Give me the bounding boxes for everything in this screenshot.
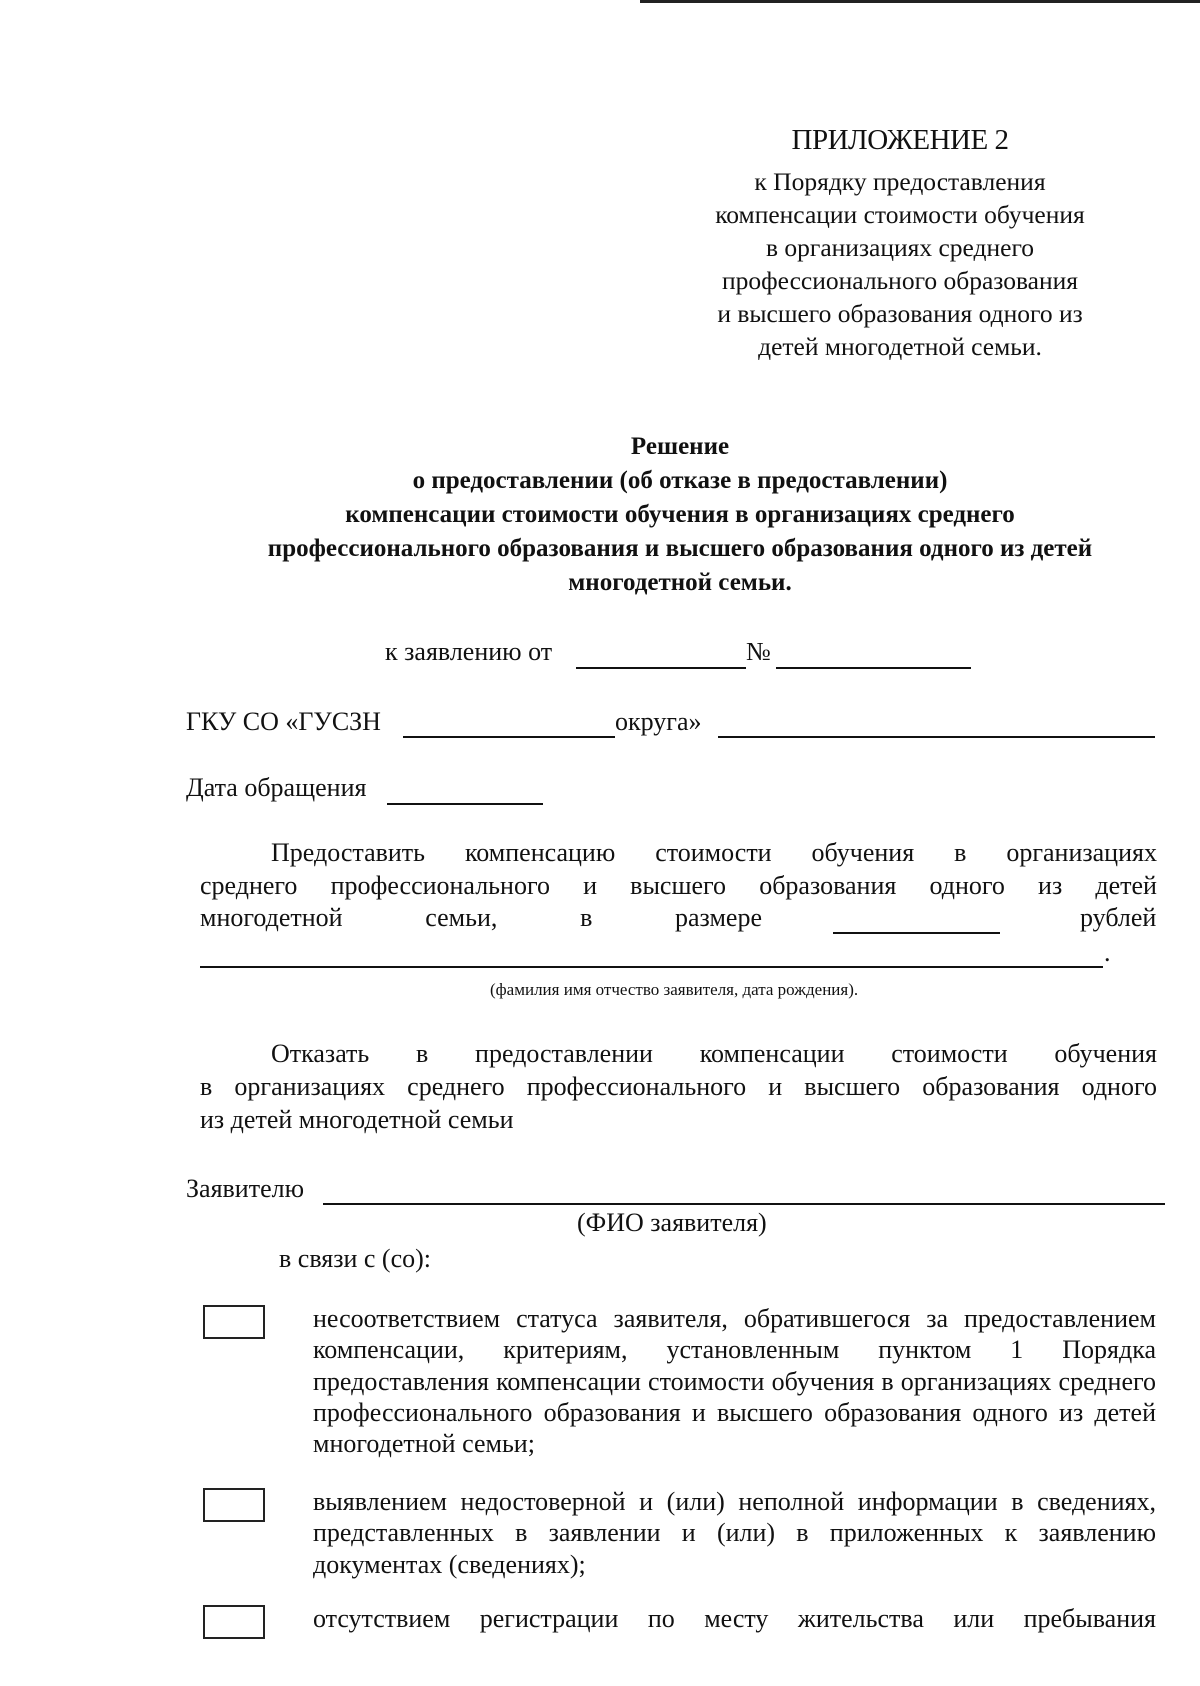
reason-checkbox[interactable]: [203, 1605, 265, 1639]
word: компенсацию: [464, 838, 616, 867]
refuse-line-3: из детей многодетной семьи: [200, 1105, 514, 1134]
org-name-field[interactable]: [718, 736, 1155, 738]
word: стоимости: [891, 1039, 1008, 1068]
org-label: ГКУ СО «ГУСЗН: [186, 707, 381, 736]
reason-intro: в связи с (со):: [279, 1244, 432, 1273]
reason-text: выявлением недостоверной и (или) неполной информации в сведениях, представленных в заявлении и (или) в приложенных к заявлению документах (сведениях);: [313, 1487, 1156, 1579]
reason-text: несоответствием статуса заявителя, обратившегося за предоставлением компенсации, критериям, установленным пунктом 1 Порядка предоставления компенсации стоимости обучения в организациях среднего профессионального образования и высшего образования одного из детей многодетной семьи;: [313, 1304, 1156, 1459]
word: семьи,: [425, 903, 498, 932]
applicant-details-caption: (фамилия имя отчество заявителя, дата рождения).: [490, 980, 859, 999]
grant-line-3: [200, 903, 762, 933]
word: организациях: [1006, 838, 1157, 867]
word: обучения: [1054, 1039, 1157, 1068]
refuse-line-2: в организациях среднего профессионального и высшего образования одного: [200, 1072, 1157, 1101]
word: одного: [929, 871, 1005, 900]
word: Отказать: [271, 1039, 370, 1068]
word: компенсации: [699, 1039, 845, 1068]
statement-number-field[interactable]: [776, 667, 971, 669]
title-line: профессионального образования и высшего образования одного из детей: [267, 535, 1093, 562]
reason-text: отсутствием регистрации по месту жительства или пребывания: [313, 1604, 1156, 1633]
word: предоставлении: [475, 1039, 653, 1068]
org-suffix: округа»: [615, 707, 702, 736]
grant-line-1: [271, 838, 1157, 868]
reason-checkbox[interactable]: [203, 1305, 265, 1339]
annex-line: и высшего образования одного из: [717, 299, 1083, 328]
applicant-name-field[interactable]: [323, 1203, 1165, 1205]
word: стоимости: [655, 838, 772, 867]
annex-line: детей многодетной семьи.: [758, 332, 1042, 361]
word: и: [583, 871, 598, 900]
title-line: Решение: [630, 433, 730, 460]
word: в: [416, 1039, 429, 1068]
applicant-details-field[interactable]: [200, 966, 1103, 968]
annex-line: профессионального образования: [721, 266, 1079, 295]
word: образования: [759, 871, 897, 900]
word: профессионального: [330, 871, 550, 900]
word: среднего: [200, 871, 298, 900]
applicant-label: Заявителю: [186, 1174, 305, 1203]
annex-line: в организациях среднего: [765, 233, 1035, 262]
page-top-border: [640, 0, 1200, 3]
title-line: о предоставлении (об отказе в предоставлении): [412, 467, 948, 494]
annex-header: ПРИЛОЖЕНИЕ 2: [791, 124, 1009, 156]
word: из: [1038, 871, 1063, 900]
org-district-field[interactable]: [403, 736, 615, 738]
date-label: Дата обращения: [186, 773, 367, 802]
annex-line: компенсации стоимости обучения: [715, 200, 1085, 229]
reason-checkbox[interactable]: [203, 1488, 265, 1522]
refuse-line-1: [271, 1039, 1157, 1069]
application-date-field[interactable]: [387, 803, 543, 805]
word: размере: [675, 903, 762, 932]
applicant-caption: (ФИО заявителя): [577, 1208, 767, 1237]
word: в: [954, 838, 967, 867]
annex-line: к Порядку предоставления: [754, 167, 1046, 196]
currency-label: рублей: [1080, 903, 1157, 932]
amount-field[interactable]: [833, 932, 1000, 934]
title-line: многодетной семьи.: [568, 569, 792, 596]
period: .: [1104, 938, 1111, 967]
word: Предоставить: [271, 838, 426, 867]
statement-label: к заявлению от: [385, 637, 553, 666]
word: детей: [1095, 871, 1157, 900]
word: обучения: [811, 838, 915, 867]
number-label: №: [746, 637, 771, 666]
grant-line-2: [200, 871, 1157, 901]
word: в: [580, 903, 593, 932]
title-line: компенсации стоимости обучения в организациях среднего: [345, 501, 1015, 528]
statement-date-field[interactable]: [576, 667, 746, 669]
word: высшего: [630, 871, 727, 900]
word: многодетной: [200, 903, 343, 932]
